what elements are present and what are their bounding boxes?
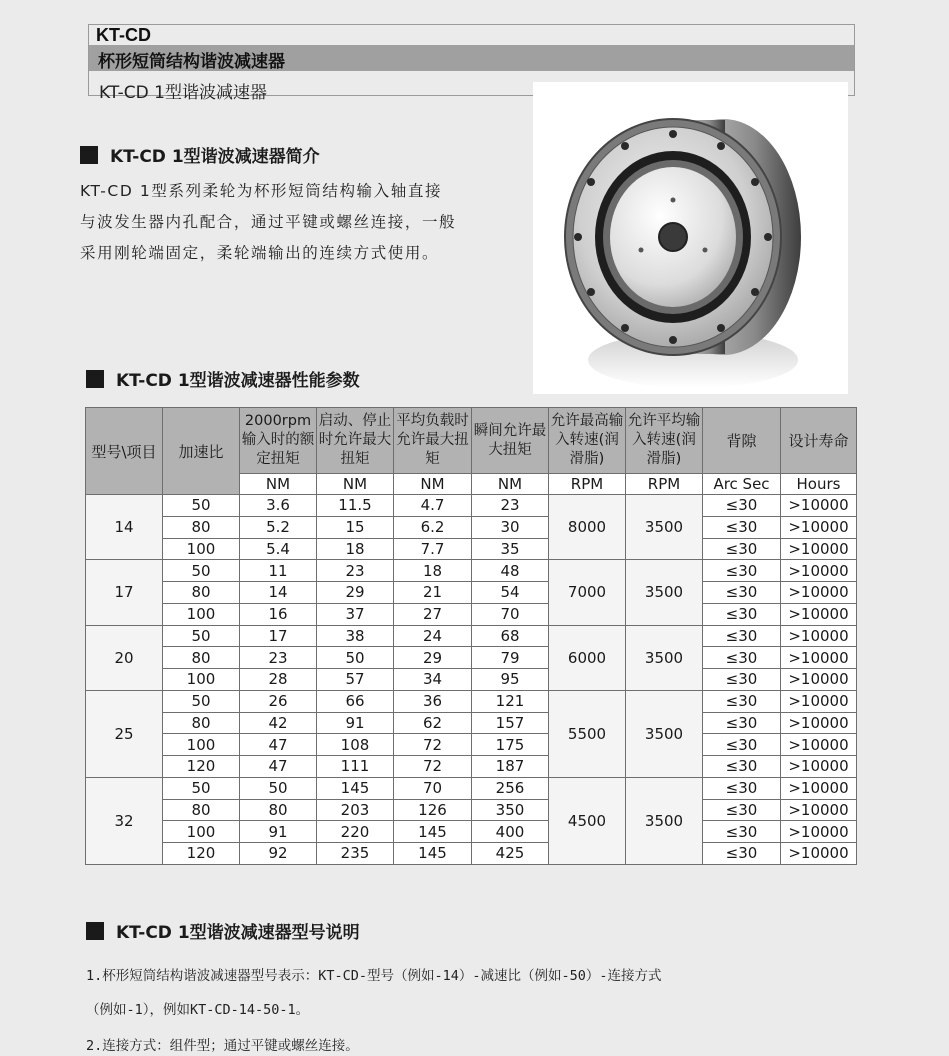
life-cell: >10000 xyxy=(781,669,857,691)
ratio-cell: 100 xyxy=(163,603,240,625)
product-photo xyxy=(533,82,848,394)
model-desc-line-1: 1.杯形短筒结构谐波减速器型号表示：KT-CD-型号（例如-14）-减速比（例如-50）-连接方式 xyxy=(86,968,662,984)
header-cell: 设计寿命 xyxy=(781,408,857,474)
life-cell: >10000 xyxy=(781,843,857,865)
instant-cell: 187 xyxy=(472,756,549,778)
params-section-title xyxy=(86,366,360,391)
life-cell: >10000 xyxy=(781,516,857,538)
rated-cell: 47 xyxy=(240,756,317,778)
avg_load-cell: 72 xyxy=(394,734,472,756)
life-cell: >10000 xyxy=(781,712,857,734)
rated-cell: 28 xyxy=(240,669,317,691)
table-row xyxy=(86,734,857,756)
backlash-cell: ≤30 xyxy=(703,777,781,799)
avg_load-cell: 145 xyxy=(394,843,472,865)
table-row xyxy=(86,690,857,712)
table-row xyxy=(86,777,857,799)
square-bullet-icon xyxy=(86,370,104,388)
ratio-cell: 50 xyxy=(163,690,240,712)
avg_load-cell: 70 xyxy=(394,777,472,799)
start_stop-cell: 57 xyxy=(317,669,394,691)
ratio-cell: 80 xyxy=(163,799,240,821)
header-cell: 启动、停止时允许最大扭矩 xyxy=(317,408,394,474)
ratio-cell: 80 xyxy=(163,712,240,734)
max-speed-cell: 5500 xyxy=(549,690,626,777)
start_stop-cell: 15 xyxy=(317,516,394,538)
start_stop-cell: 37 xyxy=(317,603,394,625)
avg_load-cell: 27 xyxy=(394,603,472,625)
unit-cell: NM xyxy=(317,474,394,495)
avg_load-cell: 72 xyxy=(394,756,472,778)
start_stop-cell: 50 xyxy=(317,647,394,669)
start_stop-cell: 203 xyxy=(317,799,394,821)
backlash-cell: ≤30 xyxy=(703,756,781,778)
instant-cell: 68 xyxy=(472,625,549,647)
ratio-cell: 100 xyxy=(163,538,240,560)
rated-cell: 42 xyxy=(240,712,317,734)
avg-speed-cell: 3500 xyxy=(626,625,703,690)
max-speed-cell: 7000 xyxy=(549,560,626,625)
intro-line: 与波发生器内孔配合，通过平键或螺丝连接，一般 xyxy=(80,213,457,231)
backlash-cell: ≤30 xyxy=(703,843,781,865)
header-cell: 允许最高输入转速(润滑脂) xyxy=(549,408,626,474)
life-cell: >10000 xyxy=(781,647,857,669)
backlash-cell: ≤30 xyxy=(703,712,781,734)
ratio-cell: 120 xyxy=(163,756,240,778)
backlash-cell: ≤30 xyxy=(703,734,781,756)
model-desc-title-text: KT-CD 1型谐波减速器型号说明 xyxy=(116,923,360,943)
life-cell: >10000 xyxy=(781,756,857,778)
start_stop-cell: 18 xyxy=(317,538,394,560)
life-cell: >10000 xyxy=(781,777,857,799)
ratio-cell: 80 xyxy=(163,582,240,604)
avg-speed-cell: 3500 xyxy=(626,560,703,625)
life-cell: >10000 xyxy=(781,799,857,821)
table-row xyxy=(86,538,857,560)
table-row xyxy=(86,625,857,647)
backlash-cell: ≤30 xyxy=(703,603,781,625)
header-cell: 瞬间允许最大扭矩 xyxy=(472,408,549,474)
start_stop-cell: 108 xyxy=(317,734,394,756)
instant-cell: 425 xyxy=(472,843,549,865)
start_stop-cell: 145 xyxy=(317,777,394,799)
start_stop-cell: 23 xyxy=(317,560,394,582)
ratio-cell: 120 xyxy=(163,843,240,865)
instant-cell: 121 xyxy=(472,690,549,712)
max-speed-cell: 8000 xyxy=(549,495,626,560)
backlash-cell: ≤30 xyxy=(703,495,781,517)
life-cell: >10000 xyxy=(781,690,857,712)
rated-cell: 26 xyxy=(240,690,317,712)
unit-cell: RPM xyxy=(626,474,703,495)
avg_load-cell: 4.7 xyxy=(394,495,472,517)
instant-cell: 157 xyxy=(472,712,549,734)
header-subtitle: KT-CD 1型谐波减速器 xyxy=(99,83,267,103)
header-cell: 允许平均输入转速(润滑脂) xyxy=(626,408,703,474)
max-speed-cell: 6000 xyxy=(549,625,626,690)
max-speed-cell: 4500 xyxy=(549,777,626,864)
table-row xyxy=(86,712,857,734)
start_stop-cell: 38 xyxy=(317,625,394,647)
avg-speed-cell: 3500 xyxy=(626,690,703,777)
table-row xyxy=(86,843,857,865)
instant-cell: 350 xyxy=(472,799,549,821)
rated-cell: 91 xyxy=(240,821,317,843)
avg_load-cell: 6.2 xyxy=(394,516,472,538)
table-row xyxy=(86,560,857,582)
life-cell: >10000 xyxy=(781,560,857,582)
start_stop-cell: 29 xyxy=(317,582,394,604)
harmonic-reducer-image xyxy=(533,82,848,394)
model-cell: 14 xyxy=(86,495,163,560)
ratio-cell: 80 xyxy=(163,647,240,669)
ratio-cell: 100 xyxy=(163,734,240,756)
avg_load-cell: 29 xyxy=(394,647,472,669)
header-cell: 型号\项目 xyxy=(86,408,163,495)
spec-table xyxy=(85,407,857,865)
backlash-cell: ≤30 xyxy=(703,821,781,843)
table-row xyxy=(86,821,857,843)
intro-title-text: KT-CD 1型谐波减速器简介 xyxy=(110,147,320,167)
life-cell: >10000 xyxy=(781,625,857,647)
backlash-cell: ≤30 xyxy=(703,516,781,538)
unit-cell: Hours xyxy=(781,474,857,495)
instant-cell: 35 xyxy=(472,538,549,560)
params-title-text: KT-CD 1型谐波减速器性能参数 xyxy=(116,371,360,391)
table-row xyxy=(86,799,857,821)
instant-cell: 175 xyxy=(472,734,549,756)
rated-cell: 11 xyxy=(240,560,317,582)
avg-speed-cell: 3500 xyxy=(626,777,703,864)
header-cell: 背隙 xyxy=(703,408,781,474)
table-header-row xyxy=(86,408,857,474)
header-cell: 加速比 xyxy=(163,408,240,495)
rated-cell: 92 xyxy=(240,843,317,865)
unit-cell: NM xyxy=(394,474,472,495)
life-cell: >10000 xyxy=(781,603,857,625)
rated-cell: 23 xyxy=(240,647,317,669)
avg_load-cell: 34 xyxy=(394,669,472,691)
rated-cell: 5.4 xyxy=(240,538,317,560)
start_stop-cell: 111 xyxy=(317,756,394,778)
start_stop-cell: 66 xyxy=(317,690,394,712)
instant-cell: 48 xyxy=(472,560,549,582)
table-row xyxy=(86,516,857,538)
ratio-cell: 100 xyxy=(163,821,240,843)
life-cell: >10000 xyxy=(781,495,857,517)
avg_load-cell: 18 xyxy=(394,560,472,582)
model-desc-line-3: 2.连接方式：组件型；通过平键或螺丝连接。 xyxy=(86,1038,359,1054)
start_stop-cell: 11.5 xyxy=(317,495,394,517)
model-cell: 32 xyxy=(86,777,163,864)
instant-cell: 70 xyxy=(472,603,549,625)
header-band xyxy=(89,45,854,71)
backlash-cell: ≤30 xyxy=(703,690,781,712)
ratio-cell: 50 xyxy=(163,560,240,582)
instant-cell: 95 xyxy=(472,669,549,691)
header-band-title: 杯形短筒结构谐波减速器 xyxy=(98,52,285,72)
avg_load-cell: 126 xyxy=(394,799,472,821)
avg_load-cell: 62 xyxy=(394,712,472,734)
model-cell: 17 xyxy=(86,560,163,625)
header-cell: 平均负载时允许最大扭矩 xyxy=(394,408,472,474)
backlash-cell: ≤30 xyxy=(703,799,781,821)
table-row xyxy=(86,603,857,625)
start_stop-cell: 220 xyxy=(317,821,394,843)
square-bullet-icon xyxy=(86,922,104,940)
header-cell: 2000rpm输入时的额定扭矩 xyxy=(240,408,317,474)
table-row xyxy=(86,669,857,691)
life-cell: >10000 xyxy=(781,538,857,560)
center-bore xyxy=(659,223,687,251)
backlash-cell: ≤30 xyxy=(703,582,781,604)
avg_load-cell: 21 xyxy=(394,582,472,604)
life-cell: >10000 xyxy=(781,734,857,756)
unit-cell: NM xyxy=(472,474,549,495)
intro-text xyxy=(80,176,520,269)
avg_load-cell: 145 xyxy=(394,821,472,843)
rated-cell: 47 xyxy=(240,734,317,756)
rated-cell: 5.2 xyxy=(240,516,317,538)
rated-cell: 17 xyxy=(240,625,317,647)
backlash-cell: ≤30 xyxy=(703,625,781,647)
intro-section-title xyxy=(80,142,320,167)
backlash-cell: ≤30 xyxy=(703,538,781,560)
avg_load-cell: 36 xyxy=(394,690,472,712)
life-cell: >10000 xyxy=(781,582,857,604)
intro-line: 采用刚轮端固定，柔轮端输出的连续方式使用。 xyxy=(80,244,440,262)
instant-cell: 256 xyxy=(472,777,549,799)
model-desc-line-2: （例如-1），例如KT-CD-14-50-1。 xyxy=(86,1002,310,1018)
instant-cell: 54 xyxy=(472,582,549,604)
backlash-cell: ≤30 xyxy=(703,647,781,669)
start_stop-cell: 235 xyxy=(317,843,394,865)
model-cell: 25 xyxy=(86,690,163,777)
ratio-cell: 80 xyxy=(163,516,240,538)
ratio-cell: 100 xyxy=(163,669,240,691)
unit-cell: Arc Sec xyxy=(703,474,781,495)
square-bullet-icon xyxy=(80,146,98,164)
avg_load-cell: 24 xyxy=(394,625,472,647)
backlash-cell: ≤30 xyxy=(703,560,781,582)
ratio-cell: 50 xyxy=(163,777,240,799)
rated-cell: 14 xyxy=(240,582,317,604)
rated-cell: 50 xyxy=(240,777,317,799)
instant-cell: 400 xyxy=(472,821,549,843)
avg-speed-cell: 3500 xyxy=(626,495,703,560)
table-row xyxy=(86,756,857,778)
instant-cell: 79 xyxy=(472,647,549,669)
rated-cell: 3.6 xyxy=(240,495,317,517)
start_stop-cell: 91 xyxy=(317,712,394,734)
unit-cell: NM xyxy=(240,474,317,495)
table-row xyxy=(86,582,857,604)
model-cell: 20 xyxy=(86,625,163,690)
instant-cell: 30 xyxy=(472,516,549,538)
ratio-cell: 50 xyxy=(163,625,240,647)
model-desc-section-title xyxy=(86,918,360,943)
intro-line: KT-CD 1型系列柔轮为杯形短筒结构输入轴直接 xyxy=(80,182,443,200)
avg_load-cell: 7.7 xyxy=(394,538,472,560)
table-row xyxy=(86,647,857,669)
ratio-cell: 50 xyxy=(163,495,240,517)
header-code: KT-CD xyxy=(96,25,151,45)
backlash-cell: ≤30 xyxy=(703,669,781,691)
unit-cell: RPM xyxy=(549,474,626,495)
life-cell: >10000 xyxy=(781,821,857,843)
table-row xyxy=(86,495,857,517)
instant-cell: 23 xyxy=(472,495,549,517)
rated-cell: 16 xyxy=(240,603,317,625)
rated-cell: 80 xyxy=(240,799,317,821)
